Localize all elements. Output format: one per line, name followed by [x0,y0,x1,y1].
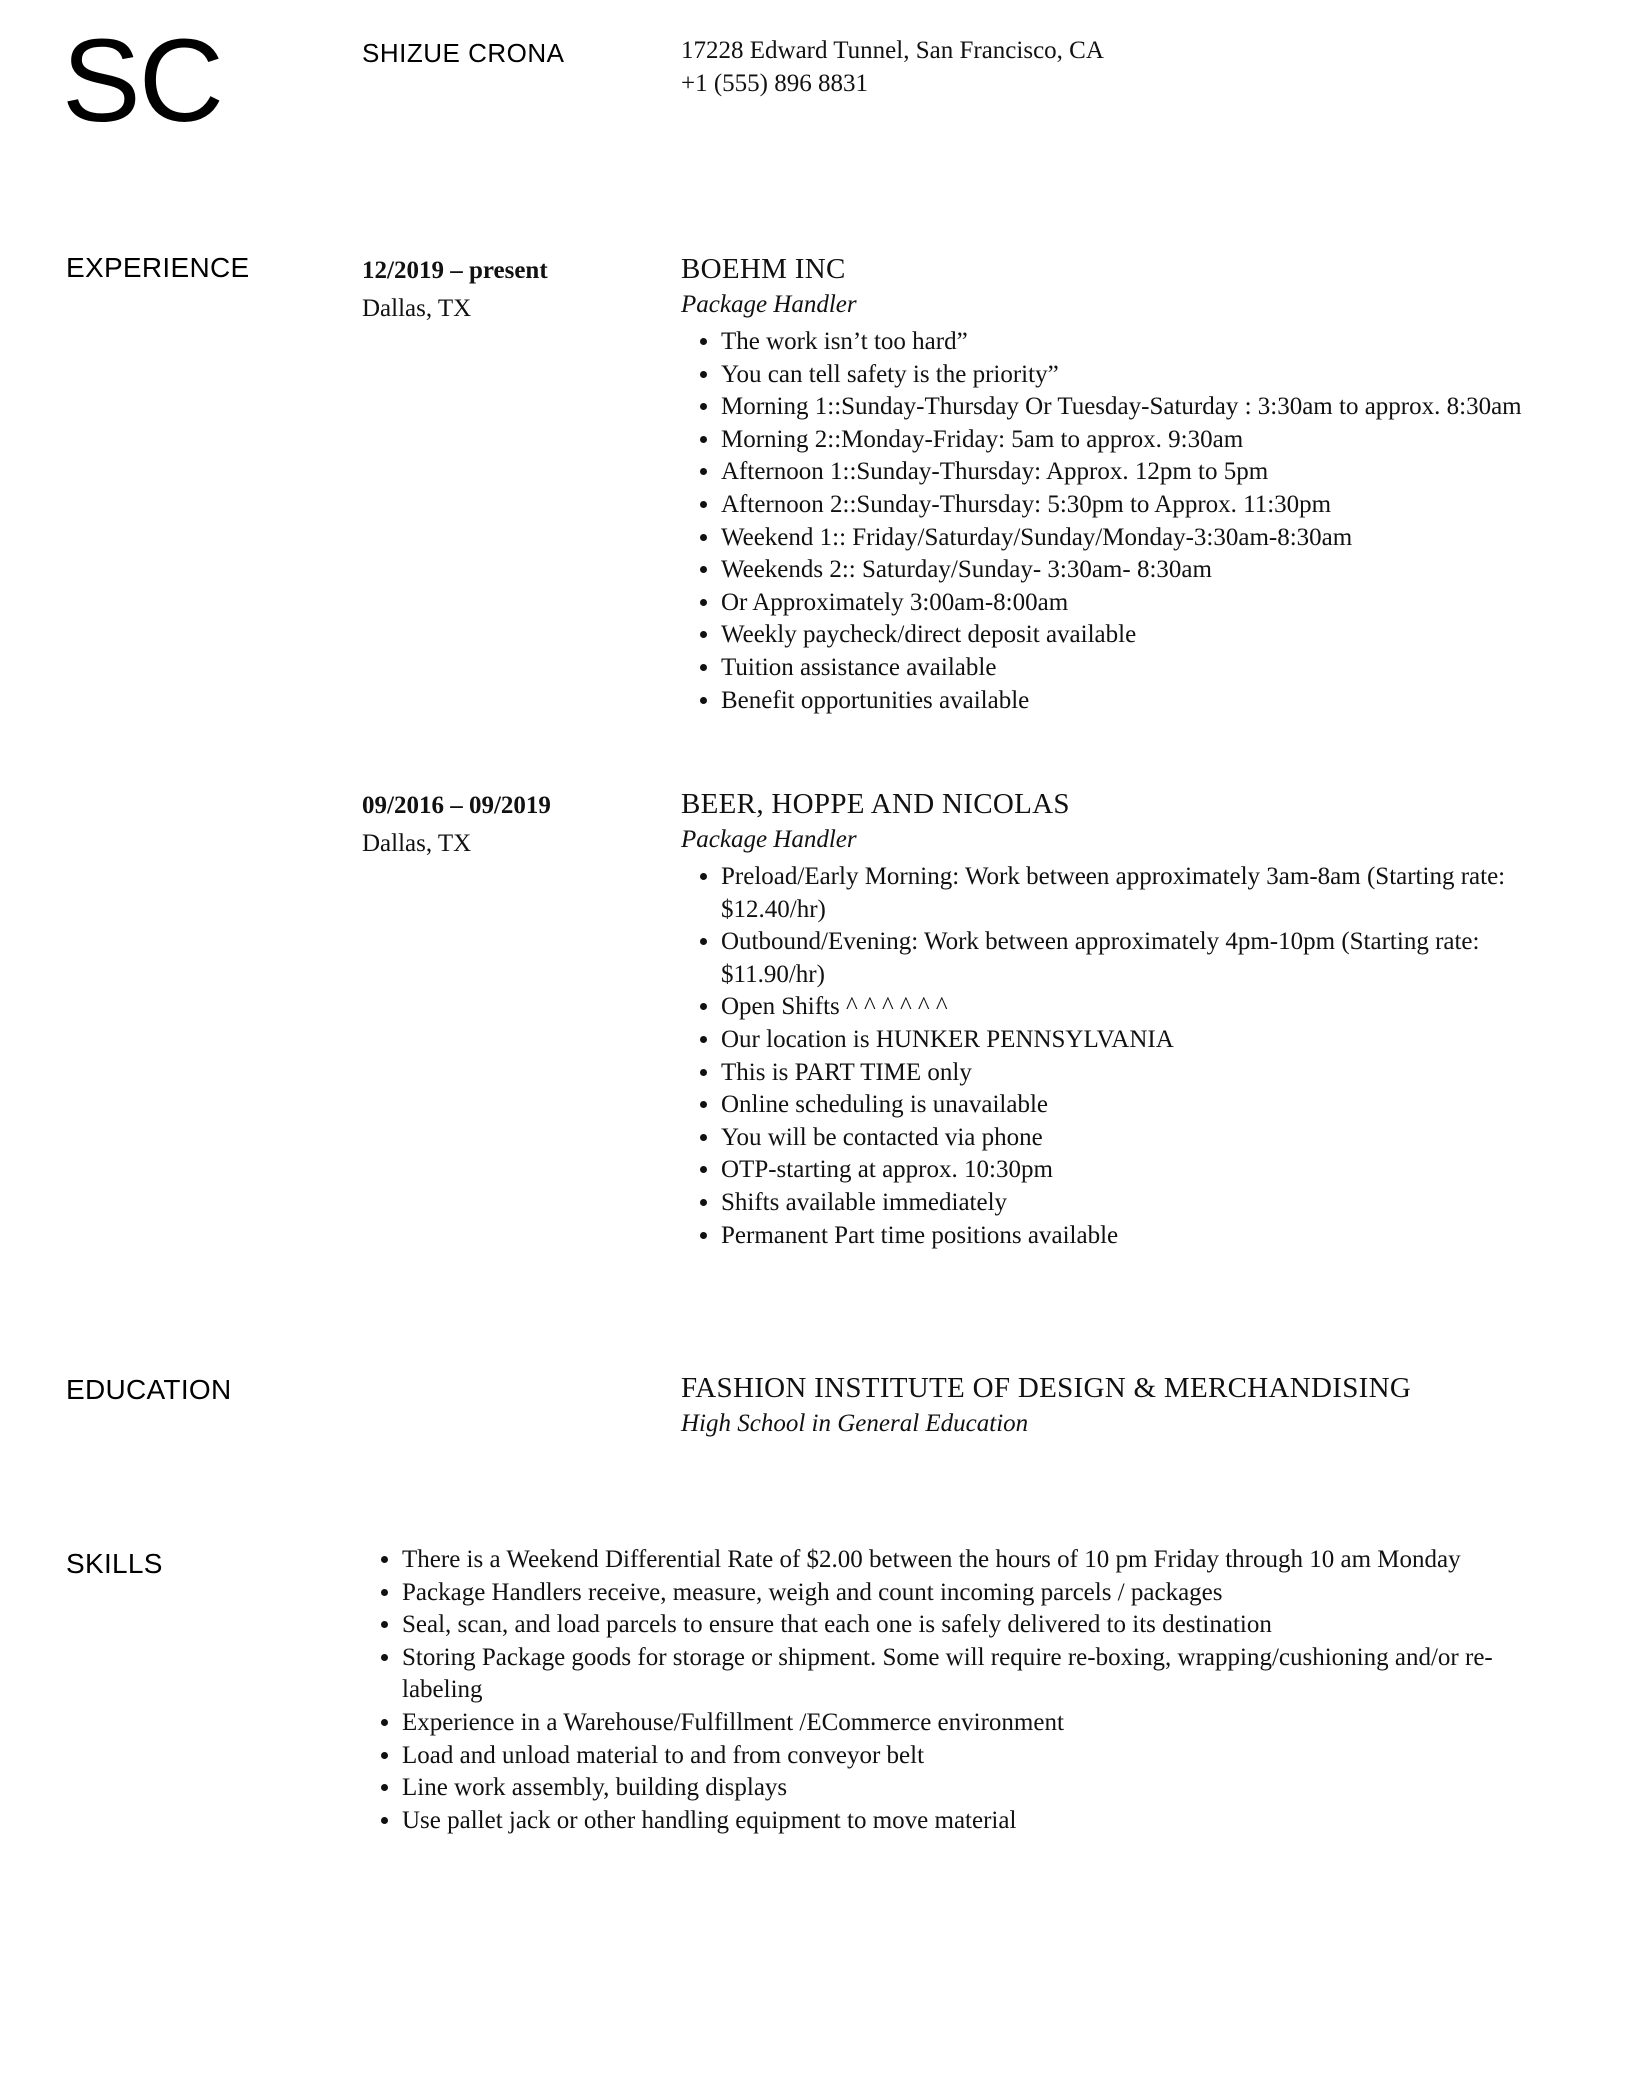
candidate-name: SHIZUE CRONA [362,38,565,68]
list-item: • Our location is HUNKER PENNSYLVANIA [721,1024,1561,1057]
list-item: • Shifts available immediately [721,1187,1561,1220]
monogram: SC [62,15,222,147]
list-item: • Outbound/Evening: Work between approximately 4pm-10pm (Starting rate: $11.90/hr) [721,926,1561,991]
list-item: • Afternoon 1::Sunday-Thursday: Approx. 12pm to 5pm [721,456,1561,489]
list-item: • Open Shifts ^ ^ ^ ^ ^ ^ [721,991,1561,1024]
job-1-company: BOEHM INC [681,253,846,285]
list-item: • Morning 1::Sunday-Thursday Or Tuesday-Saturday : 3:30am to approx. 8:30am [721,391,1561,424]
education-heading: EDUCATION [66,1374,232,1405]
skills-heading: SKILLS [66,1548,163,1579]
school-name: FASHION INSTITUTE OF DESIGN & MERCHANDISING [681,1372,1412,1404]
list-item: • Online scheduling is unavailable [721,1089,1561,1122]
list-item: • Preload/Early Morning: Work between approximately 3am-8am (Starting rate: $12.40/hr) [721,861,1561,926]
education-entry [681,1369,1561,1441]
degree: High School in General Education [681,1410,1029,1437]
job-2-location: Dallas, TX [362,830,472,857]
address: 17228 Edward Tunnel, San Francisco, CA [681,37,1104,64]
list-item: • Use pallet jack or other handling equipment to move material [402,1805,1562,1838]
list-item: • There is a Weekend Differential Rate of $2.00 between the hours of 10 pm Friday through 10 am Monday [402,1544,1562,1577]
list-item: • Afternoon 2::Sunday-Thursday: 5:30pm to Approx. 11:30pm [721,489,1561,522]
skills-list-wrapper [362,1544,1562,1837]
job-2 [681,785,1561,1252]
skills-list [362,1544,1562,1837]
list-item: • Weekly paycheck/direct deposit available [721,619,1561,652]
list-item: • Line work assembly, building displays [402,1772,1562,1805]
list-item: • Package Handlers receive, measure, weigh and count incoming parcels / packages [402,1577,1562,1610]
job-1-title: Package Handler [681,291,857,318]
list-item: • Tuition assistance available [721,652,1561,685]
list-item: • Morning 2::Monday-Friday: 5am to approx. 9:30am [721,424,1561,457]
job-1-dates: 12/2019 – present [362,257,548,284]
list-item: • Storing Package goods for storage or shipment. Some will require re-boxing, wrapping/cushioning and/or re-labeling [402,1642,1562,1707]
list-item: • You can tell safety is the priority” [721,359,1561,392]
list-item: • Benefit opportunities available [721,685,1561,718]
job-2-dates: 09/2016 – 09/2019 [362,792,551,819]
list-item: • Experience in a Warehouse/Fulfillment /ECommerce environment [402,1707,1562,1740]
contact-info [681,34,1104,100]
list-item: • Permanent Part time positions available [721,1220,1561,1253]
list-item: • Seal, scan, and load parcels to ensure that each one is safely delivered to its destination [402,1609,1562,1642]
list-item: • Weekend 1:: Friday/Saturday/Sunday/Monday-3:30am-8:30am [721,522,1561,555]
job-1-meta [362,252,548,328]
list-item: • You will be contacted via phone [721,1122,1561,1155]
job-1-bullets [681,326,1561,717]
job-2-bullets [681,861,1561,1252]
job-2-title: Package Handler [681,826,857,853]
list-item: • Load and unload material to and from conveyor belt [402,1740,1562,1773]
job-2-meta [362,787,551,863]
job-2-company: BEER, HOPPE AND NICOLAS [681,788,1070,820]
job-1 [681,250,1561,717]
experience-heading: EXPERIENCE [66,252,250,283]
list-item: • Weekends 2:: Saturday/Sunday- 3:30am- 8:30am [721,554,1561,587]
list-item: • OTP-starting at approx. 10:30pm [721,1154,1561,1187]
list-item: • The work isn’t too hard” [721,326,1561,359]
phone: +1 (555) 896 8831 [681,70,868,97]
list-item: • Or Approximately 3:00am-8:00am [721,587,1561,620]
job-1-location: Dallas, TX [362,295,472,322]
list-item: • This is PART TIME only [721,1057,1561,1090]
